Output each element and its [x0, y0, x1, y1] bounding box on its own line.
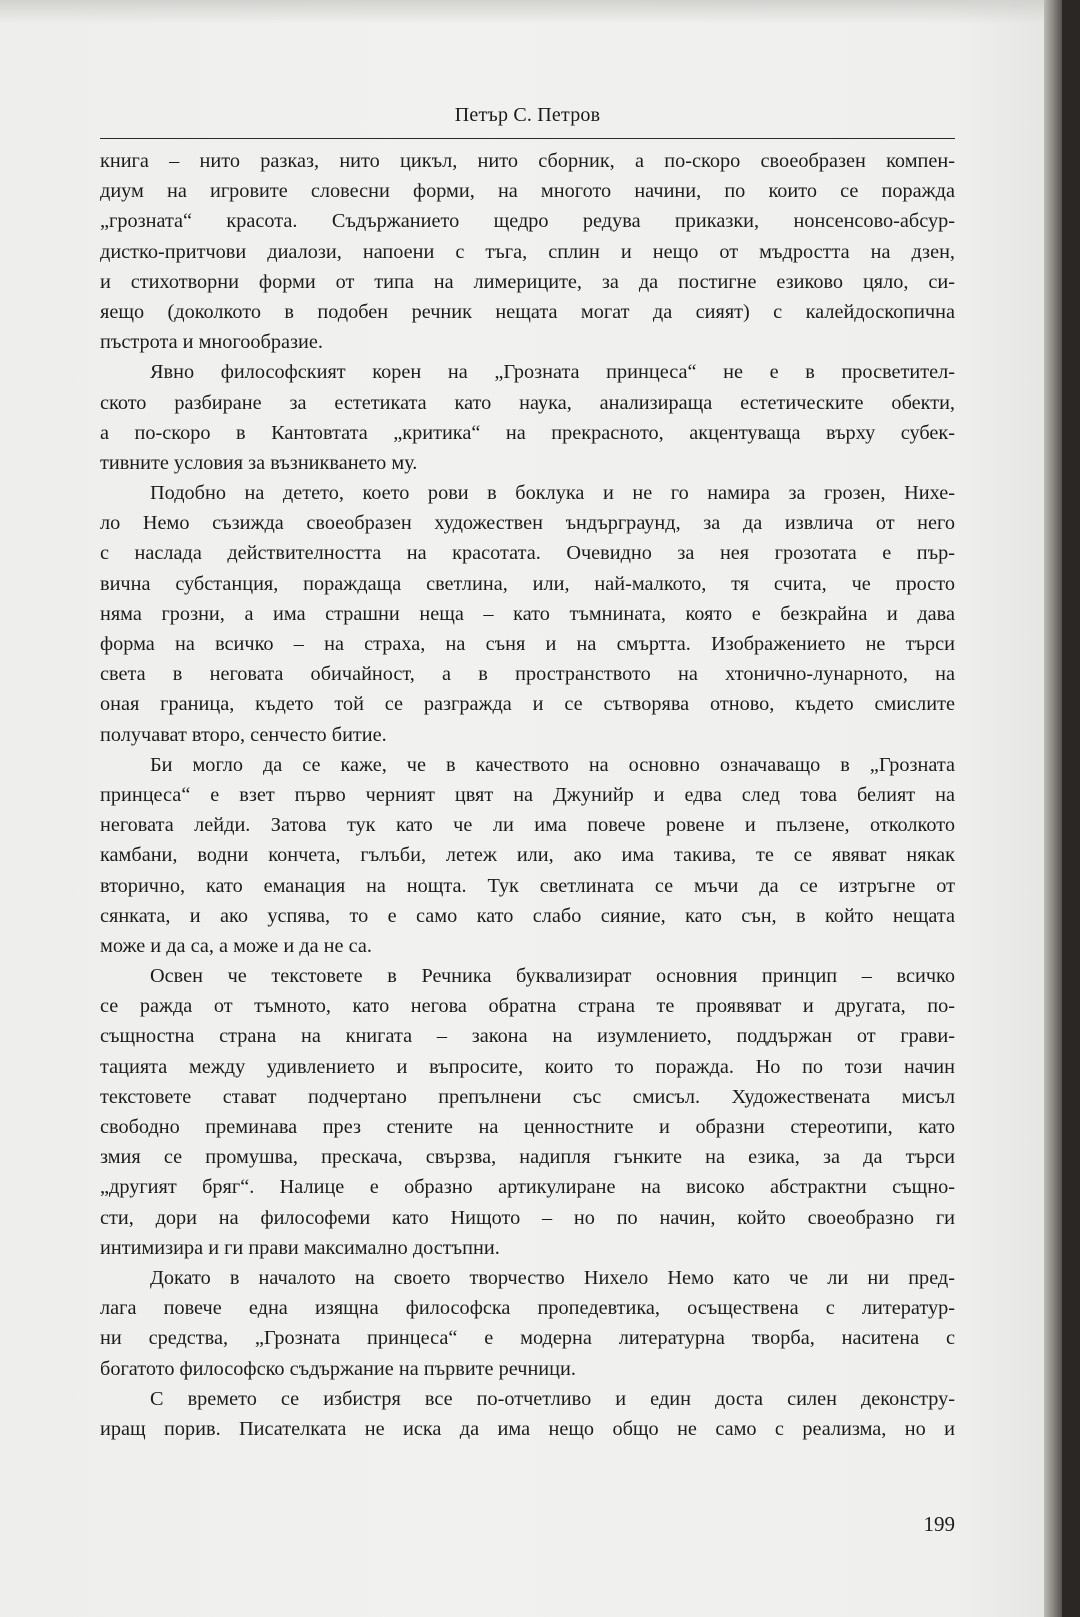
body-text — [100, 146, 955, 1444]
text-line: С времето се избистря все по-отчетливо и един доста силен деконстру- — [150, 1387, 955, 1410]
text-line: принцеса“ е взет първо черният цвят на Джунийр и едва след това белият на — [100, 783, 955, 806]
text-line: сянката, и ако успява, то е само като слабо сияние, като сън, в който нещата — [100, 904, 955, 927]
text-line: Явно философският корен на „Грозната принцеса“ не е в просветител- — [150, 361, 955, 384]
running-head-author: Петър С. Петров — [454, 104, 601, 126]
text-line: същностна страна на книгата – закона на изумлението, поддържан от грави- — [100, 1025, 955, 1048]
paragraph — [100, 1384, 955, 1444]
text-line: текстовете стават подчертано препълнени със смисъл. Художествената мисъл — [100, 1085, 955, 1108]
text-line: змия се промушва, прескача, свързва, надипля гънките на езика, за да търси — [100, 1146, 955, 1169]
text-line: ло Немо съзижда своеобразен художествен ъндърграунд, за да извлича от него — [100, 512, 955, 535]
page-edge-shadow — [1044, 0, 1062, 1617]
paragraph — [100, 961, 955, 1263]
text-line: с наслада действителността на красотата. Очевидно за нея грозотата е пър- — [100, 542, 955, 565]
paragraph — [100, 478, 955, 750]
paragraph — [100, 146, 955, 357]
text-line: неговата лейди. Затова тук като че ли има повече ровене и пълзене, отколкото — [100, 814, 955, 837]
text-line: Би могло да се каже, че в качеството на основно означаващо в „Грозната — [150, 753, 955, 776]
text-line: може и да са, а може и да не са. — [100, 934, 372, 957]
paragraph — [100, 750, 955, 961]
text-line: получават второ, сенчесто битие. — [100, 723, 387, 746]
text-line: ни средства, „Грозната принцеса“ е модерна литературна творба, наситена с — [100, 1327, 955, 1350]
text-line: Подобно на детето, което рови в боклука и не го намира за грозен, Нихе- — [150, 482, 955, 505]
text-line: дистко-притчови диалози, напоени с тъга, сплин и нещо от мъдростта на дзен, — [100, 240, 955, 263]
text-line: лага повече една изящна философска пропедевтика, осъществена с литератур- — [100, 1297, 955, 1320]
text-line: ското разбиране за естетиката като наука, анализираща естетическите обекти, — [100, 391, 955, 414]
header-rule — [100, 138, 955, 139]
text-line: света в неговата обичайност, а в пространството на хтонично-лунарното, на — [100, 663, 955, 686]
text-line: „грозната“ красота. Съдържанието щедро редува приказки, нонсенсово-абсур- — [100, 210, 955, 233]
text-line: „другият бряг“. Налице е образно артикулиране на високо абстрактни същно- — [100, 1176, 955, 1199]
text-line: иращ порив. Писателката не иска да има нещо общо не само с реализма, но и — [100, 1417, 955, 1440]
page-top-shadow — [0, 0, 1062, 24]
text-line: камбани, водни кончета, гълъби, летеж или, ако има такива, те се явяват някак — [100, 844, 955, 867]
text-line: се ражда от тъмното, като негова обратна страна те проявяват и другата, по- — [100, 995, 955, 1018]
text-line: вична субстанция, пораждаща светлина, или, най-малкото, тя счита, че просто — [100, 572, 955, 595]
text-line: а по-скоро в Кантовтата „критика“ на прекрасното, акцентуваща върху субек- — [100, 421, 955, 444]
text-line: вторично, като еманация на нощта. Тук светлината се мъчи да се изтръгне от — [100, 874, 955, 897]
paragraph — [100, 357, 955, 478]
text-line: книга – нито разказ, нито цикъл, нито сборник, а по-скоро своеобразен компен- — [100, 150, 955, 172]
text-line: тивните условия за възникването му. — [100, 451, 418, 474]
text-line: сти, дори на философеми като Нищото – но по начин, който своеобразно ги — [100, 1206, 955, 1229]
text-line: богатото философско съдържание на първите речници. — [100, 1357, 576, 1380]
text-line: тацията между удивлението и въпросите, които то поражда. Но по този начин — [100, 1055, 955, 1078]
page-number: 199 — [923, 1512, 955, 1536]
text-line: свободно преминава през стените на ценностните и образни стереотипи, като — [100, 1116, 955, 1138]
text-line: яещо (доколкото в подобен речник нещата могат да сияят) с калейдоскопична — [100, 300, 955, 323]
text-line: диум на игровите словесни форми, на многото начини, по които се поражда — [100, 180, 955, 203]
text-line: и стихотворни форми от типа на лимериците, за да постигне езиково цяло, си- — [100, 270, 955, 293]
text-line: форма на всичко – на страха, на съня и на смъртта. Изображението не търси — [100, 633, 955, 655]
text-line: оная граница, където той се разгражда и се сътворява отново, където смислите — [100, 693, 955, 716]
text-line: Освен че текстовете в Речника буквализират основния принцип – всичко — [150, 965, 955, 988]
text-line: пъстрота и многообразие. — [100, 331, 323, 354]
text-line: Докато в началото на своето творчество Нихело Немо като че ли ни пред- — [150, 1266, 955, 1289]
paragraph — [100, 1263, 955, 1384]
text-line: интимизира и ги прави максимално достъпни. — [100, 1236, 500, 1259]
text-line: няма грозни, а има страшни неща – като тъмнината, която е безкрайна и дава — [100, 602, 955, 625]
